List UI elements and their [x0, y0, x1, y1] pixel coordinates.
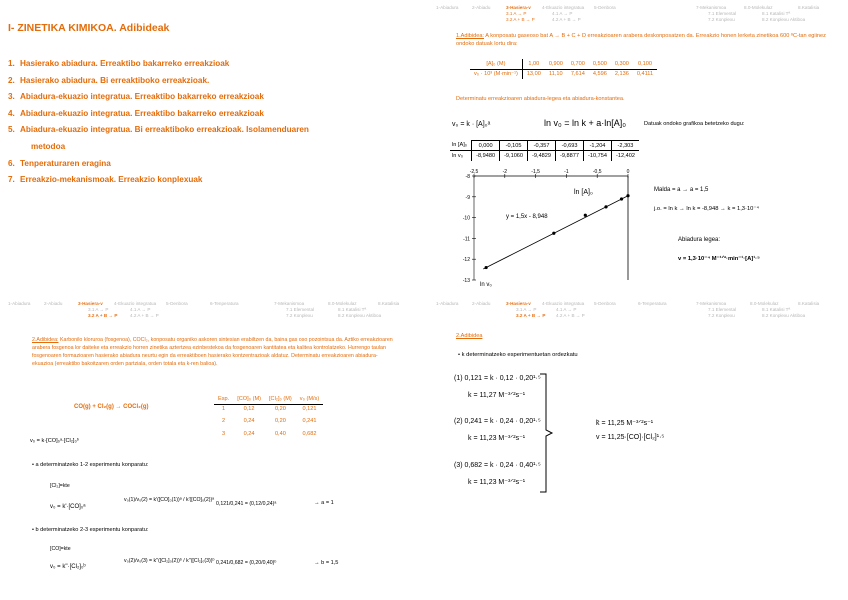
x-tick-label: -1: [564, 169, 569, 175]
data-point: [620, 197, 623, 200]
brace-icon: [536, 372, 566, 494]
table-cell: -9,1060: [500, 151, 528, 161]
statement-text: Karbonilo kloruroa (fosgenoa), COCl₂, konposatu organiko askoren sintesian erabiltzen da, baina gas oso pozointsua da. Aztiko erreakzioaren arabera fosgenoa lor daiteke eta erreakzio horren zinetika aztertzea ezinbestekoa da fosgenoaren kantitatea eta kalitea kontrolatzeko. Hurrengo taulan fosgenoaren formazioaren hasierako abiadura neurtu egin da erreaktiboen hasierako kontzentrazioak aldatuz. Determinatu erreakzioaren abiadura-ekuazioa (erreaktibo bakoitzaren orden partziala, orden totala eta k-ren balioa).: [32, 337, 393, 367]
nav-item[interactable]: 1-Abiadura: [436, 301, 459, 306]
eq-a: v₀ = k'·[CO]₀ᵃ: [50, 504, 86, 510]
nav-sub-item[interactable]: 7.1 Elemental: [708, 11, 737, 16]
y-axis-label: ln v₀: [480, 282, 492, 288]
nav-item[interactable]: 7-Mekanismoa: [274, 301, 305, 306]
result-a: → a = 1: [314, 500, 334, 506]
table-cell: -0,105: [500, 141, 528, 151]
rate-law: v = 1,3·10⁻⁴ M⁻¹ᐟ²·min⁻¹·[A]¹·⁵: [678, 256, 760, 262]
nav-sub-item[interactable]: 8.1 Katalisi Tª: [762, 11, 791, 16]
nav-sub-item[interactable]: 4.2 A + B → P: [552, 17, 581, 22]
exp2-k: k = 11,23 M⁻³ᐟ²s⁻¹: [468, 435, 526, 442]
table-header: v₀ · 10³ (M·min⁻¹): [470, 69, 522, 79]
nav-sub-item[interactable]: 8.2 Konplexu Aktiboa: [338, 313, 382, 318]
eq-b: v₀ = k''·[Cl₂]₀ᵇ: [50, 564, 86, 570]
table-cell: -0,357: [528, 141, 556, 151]
nav-sub-item[interactable]: 4.2 A + B → P: [556, 313, 585, 318]
nav-item[interactable]: 8.Katalisia: [798, 301, 820, 306]
nav-item[interactable]: 1-Abiadura: [436, 5, 459, 10]
table-header: [A]₀ (M): [470, 59, 522, 69]
nav-item[interactable]: 6-Tenperatura: [210, 301, 239, 306]
ratio-a: v₀(1)/v₀(2) = k'([CO]₀(1))ᵃ / k'([CO]₀(2))ᵃ: [124, 497, 215, 503]
ratio-b: v₀(2)/v₀(3) = k''([Cl₂]₀(2))ᵇ / k''([Cl₂]₀(3))ᵇ: [124, 558, 215, 564]
condition-a: [Cl₂]=kte: [50, 483, 70, 489]
exp1-eq: (1) 0,121 = k · 0,12 · 0,20¹·⁵: [454, 375, 541, 382]
nav-item[interactable]: 1-Abiadura: [8, 301, 31, 306]
nav-sub-item[interactable]: 3.1 A → P: [516, 307, 537, 312]
table-cell: 0,500: [589, 59, 611, 69]
y-tick-label: -12: [462, 257, 470, 264]
nav-item[interactable]: 5-Denbora: [166, 301, 188, 306]
slide-title: I- ZINETIKA KIMIKOA. Adibideak: [8, 22, 170, 34]
slope-result: Malda = a → a = 1,5: [654, 187, 709, 193]
y-tick-label: -13: [462, 278, 470, 284]
x-tick-label: -0,5: [592, 169, 602, 175]
table-cell: 13,00: [526, 71, 541, 78]
statement-text: A konposatu gaseoso bat A → B + C + D erreakzioaren arabera deskonposatzen da. Erreakzio honen lerketa zinetikoa 600 ºC-tan egiinez ondoko datuak lortu dira:: [456, 33, 826, 48]
slide-example-2: [4, 300, 416, 592]
y-tick-label: -9: [465, 194, 470, 201]
table-cell: 2,136: [614, 71, 629, 78]
table-header: ln v₀: [450, 151, 472, 161]
nav-bar: [432, 4, 844, 30]
equation-note: Datuak ondoko grafikoa betetzeko dugu:: [644, 121, 745, 127]
table-cell: 0,100: [633, 59, 657, 69]
result-b: → b = 1,5: [314, 560, 339, 566]
topic-item[interactable]: 5. Abiadura-ekuazio integratua. Bi erreaktiboko erreakzioak. Isolamenduaren: [8, 125, 309, 135]
slide-example-2-k: [432, 300, 844, 592]
nav-bar: [4, 300, 416, 326]
nav-item[interactable]: 5-Denbora: [594, 301, 616, 306]
data-point: [552, 232, 555, 235]
table-cell: 0,24: [243, 417, 255, 424]
table-cell: 0,000: [472, 141, 500, 151]
nav-item[interactable]: 6-Tenperatura: [638, 301, 667, 306]
bullet-k: • k determinatzeko esperimentuetan ordezkatu: [458, 352, 578, 358]
log-equation: ln v₀ = ln k + a·ln[A]₀: [544, 118, 627, 128]
log-table: [450, 140, 639, 161]
table-cell: -8,9480: [472, 151, 500, 161]
topic-item[interactable]: 2. Hasierako abiadura. Bi erreaktiboko erreakzioak.: [8, 75, 210, 85]
exp1-k: k = 11,27 M⁻³ᐟ²s⁻¹: [468, 392, 526, 399]
table-cell: 0,4111: [636, 71, 654, 78]
table-cell: 11,10: [549, 71, 563, 78]
problem-statement: [456, 32, 834, 49]
table-cell: 1,00: [522, 59, 545, 69]
data-point: [604, 205, 607, 208]
table-cell: 1: [222, 406, 226, 413]
y-tick-label: -10: [462, 215, 470, 222]
table-header: Esp.: [214, 394, 233, 404]
nav-sub-item[interactable]: 3.1 A → P: [506, 11, 527, 16]
nav-sub-item[interactable]: 8.2 Konplexu Aktiboa: [762, 17, 806, 22]
x-tick-label: -2,5: [469, 169, 479, 175]
nav-item[interactable]: 8.0-Molekulaz: [750, 301, 779, 306]
nav-sub-item-active[interactable]: 3.2 A + B → P: [516, 313, 546, 318]
topic-item[interactable]: 7. Erreakzio-mekanismoak. Erreakzio konplexuak: [8, 175, 203, 185]
table-header: [CO]₀ (M): [233, 394, 265, 404]
nav-item[interactable]: 2-Abiadu: [472, 301, 491, 306]
nav-sub-item[interactable]: 8.1 Katalisi Tª: [338, 307, 367, 312]
nav-item[interactable]: 4-Ekuazio integratua: [542, 5, 585, 10]
nav-item[interactable]: 4-Ekuazio integratua: [542, 301, 585, 306]
table-cell: 0,20: [274, 406, 286, 413]
bullet-b: • b determinatzeko 2-3 esperimentu konparatu:: [32, 527, 149, 533]
nav-sub-item[interactable]: 4.2 A + B → P: [130, 313, 159, 318]
exp3-eq: (3) 0,682 = k · 0,24 · 0,40¹·⁵: [454, 462, 541, 469]
topic-item[interactable]: 1. Hasierako abiadura. Erreaktibo bakarreko erreakzioak: [8, 59, 230, 68]
example-label: 2.Adibidea:: [32, 337, 59, 343]
nav-sub-item[interactable]: 7.1 Elemental: [286, 307, 315, 312]
nav-sub-item[interactable]: 3.2 A + B → P: [506, 17, 535, 22]
scatter-chart: [444, 166, 644, 292]
topic-item[interactable]: 6. Tenperaturaren eragina: [8, 158, 111, 168]
example-label: 2.Adibidea: [456, 333, 483, 339]
nav-item[interactable]: 5-Denbora: [594, 5, 616, 10]
table-cell: 0,24: [243, 430, 255, 437]
nav-item[interactable]: 7-Mekanismoa: [696, 301, 727, 306]
table-cell: 0,40: [274, 430, 286, 437]
slide-index: [4, 4, 416, 296]
condition-b: [CO]=kte: [50, 546, 71, 552]
table-cell: -9,4829: [528, 151, 556, 161]
nav-item[interactable]: 7-Mekanismoa: [696, 5, 727, 10]
data-point: [485, 266, 488, 269]
table-cell: 0,12: [243, 406, 255, 413]
table-cell: 0,300: [611, 59, 633, 69]
table-cell: -9,8877: [556, 151, 584, 161]
table-cell: 7,614: [570, 71, 585, 78]
table-cell: -10,754: [584, 151, 612, 161]
nav-item[interactable]: 2-Abiadu: [44, 301, 63, 306]
nav-bar: [432, 300, 844, 326]
table-cell: -0,693: [556, 141, 584, 151]
nav-item-active[interactable]: 3-Hasiera-v: [78, 301, 103, 306]
table-cell: 0,20: [274, 417, 286, 424]
nav-item-active[interactable]: 3-Hasiera-v: [506, 5, 531, 10]
data-point: [626, 194, 629, 197]
table-cell: -1,204: [584, 141, 612, 151]
table-cell: 3: [222, 430, 226, 437]
nav-item-active[interactable]: 3-Hasiera-v: [506, 301, 531, 306]
topic-item[interactable]: 4. Abiadura-ekuazio integratua. Erreaktibo bakarreko erreakzioak: [8, 108, 264, 118]
intercept-result: j.o. = ln k → ln k = -8,948 → k = 1,3·10⁻⁴: [654, 206, 759, 212]
law-label: Abiadura legea:: [678, 237, 721, 243]
topic-item[interactable]: 3. Abiadura-ekuazio integratua. Erreaktibo bakarreko erreakzioak: [8, 92, 264, 102]
nav-item[interactable]: 8.0-Molekulaz: [744, 5, 773, 10]
table-cell: -12,402: [616, 152, 635, 159]
table-cell: 0,700: [567, 59, 589, 69]
rate-equation: v₀ = k·[CO]₀ᵃ·[Cl₂]₀ᵇ: [30, 438, 79, 444]
x-tick-label: -1,5: [531, 169, 540, 175]
reaction-equation: CO(g) + Cl₂(g) → COCl₂(g): [74, 404, 149, 410]
table-header: [Cl₂]₀ (M): [265, 394, 296, 404]
nav-sub-item[interactable]: 7.1 Elemental: [708, 307, 737, 312]
nav-item[interactable]: 8.Katalisia: [798, 5, 820, 10]
x-tick-label: 0: [626, 169, 630, 175]
x-tick-label: -2: [502, 169, 508, 175]
table-cell: 0,682: [302, 430, 317, 437]
nav-sub-item[interactable]: 7.2 Konplexu: [286, 313, 313, 318]
nav-item[interactable]: 4-Ekuazio integratua: [114, 301, 157, 306]
slide-example-1: [432, 4, 844, 296]
experiment-table: [214, 394, 323, 440]
table-header: v₀ (M/s): [296, 394, 323, 404]
problem-statement: [32, 336, 398, 368]
y-tick-label: -8: [465, 174, 470, 180]
nav-sub-item-active[interactable]: 3.2 A + B → P: [88, 313, 118, 318]
rate-equation: v₀ = k · [A]₀ᵃ: [452, 121, 491, 128]
average-k: k̄ = 11,25 M⁻³ᐟ²s⁻¹: [596, 420, 654, 427]
final-rate-law: v = 11,25·[CO]·[Cl₂]¹·⁵: [596, 434, 665, 441]
nav-sub-item[interactable]: 8.2 Konplexu Aktiboa: [762, 313, 806, 318]
trendline-label: y = 1,5x - 8,948: [506, 214, 548, 220]
nav-sub-item[interactable]: 3.1 A → P: [88, 307, 109, 312]
nav-sub-item[interactable]: 8.1 Katalisi Tª: [762, 307, 791, 312]
table-header: ln [A]₀: [450, 141, 472, 151]
example-label: 1.Adibidea:: [456, 33, 484, 39]
x-axis-label: ln [A]₀: [574, 189, 593, 196]
nav-sub-item[interactable]: 7.2 Konplexu: [708, 17, 735, 22]
table-cell: 0,241: [302, 417, 317, 424]
nav-sub-item[interactable]: 4.1 A → P: [556, 307, 577, 312]
nav-item[interactable]: 8.Katalisia: [378, 301, 400, 306]
exp2-eq: (2) 0,241 = k · 0,24 · 0,20¹·⁵: [454, 418, 541, 425]
nav-item[interactable]: 8.0-Molekulaz: [328, 301, 357, 306]
table-cell: 0,900: [545, 59, 567, 69]
nav-sub-item[interactable]: 4.1 A → P: [552, 11, 573, 16]
data-table: [470, 59, 657, 79]
task-text: Determinatu erreakzioaren abiadura-legea eta abiadura-konstantea.: [456, 96, 625, 102]
table-cell: 0,121: [302, 406, 317, 413]
data-point: [584, 214, 587, 217]
y-tick-label: -11: [463, 236, 470, 243]
bullet-a: • a determinatzeko 1-2 esperimentu konparatu:: [32, 462, 149, 468]
numeric-b: 0,241/0,682 = (0,20/0,40)ᵇ: [216, 560, 277, 566]
numeric-a: 0,121/0,241 = (0,12/0,24)ᵃ: [216, 501, 277, 507]
topic-list: [8, 56, 309, 189]
table-cell: 4,596: [592, 71, 607, 78]
table-cell: 2: [222, 417, 226, 424]
nav-sub-item[interactable]: 4.1 A → P: [130, 307, 151, 312]
nav-sub-item[interactable]: 7.2 Konplexu: [708, 313, 735, 318]
exp3-k: k = 11,23 M⁻³ᐟ²s⁻¹: [468, 479, 526, 486]
table-cell: -2,303: [612, 141, 639, 151]
nav-item[interactable]: 2-Abiadu: [472, 5, 491, 10]
topic-item-continued: metodoa: [31, 141, 66, 151]
